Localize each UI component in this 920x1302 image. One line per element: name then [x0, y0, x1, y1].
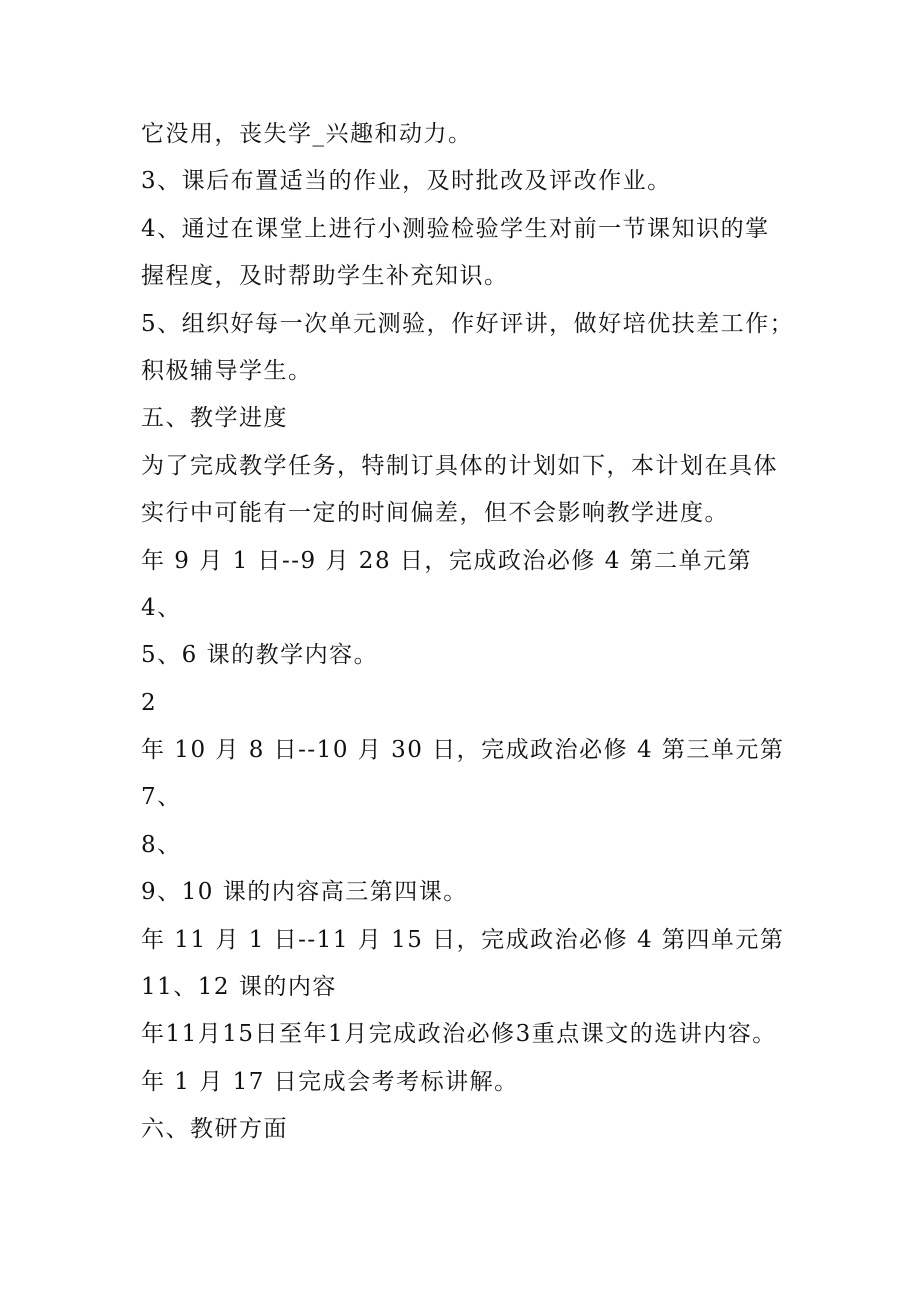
- text-line: 它没用，丧失学_兴趣和动力。: [141, 121, 473, 147]
- schedule-line: 8、: [141, 831, 182, 858]
- schedule-line: 2: [141, 689, 158, 716]
- schedule-line: 年 1 月 17 日完成会考考标讲解。: [141, 1068, 519, 1095]
- schedule-line: 11、12 课的内容: [141, 974, 337, 1001]
- paragraph-line: 为了完成教学任务，特制订具体的计划如下，本计划在具体: [141, 452, 778, 479]
- list-item-3: 3、课后布置适当的作业，及时批改及评改作业。: [141, 168, 672, 195]
- schedule-line: 9、10 课的内容高三第四课。: [141, 879, 468, 906]
- text-line: 积极辅导学生。: [141, 357, 313, 384]
- schedule-line: 5、6 课的教学内容。: [141, 642, 379, 669]
- list-item-4: 4、通过在课堂上进行小测验检验学生对前一节课知识的掌: [141, 215, 770, 242]
- paragraph-line: 实行中可能有一定的时间偏差，但不会影响教学进度。: [141, 500, 729, 527]
- schedule-line: 7、: [141, 784, 182, 811]
- schedule-line: 年 9 月 1 日--9 月 28 日，完成政治必修 4 第二单元第: [141, 547, 753, 574]
- schedule-line: 年 10 月 8 日--10 月 30 日，完成政治必修 4 第三单元第: [141, 737, 785, 764]
- schedule-line: 年11月15日至年1月完成政治必修3重点课文的选讲内容。: [141, 1021, 777, 1048]
- schedule-line: 4、: [141, 594, 182, 621]
- section-heading: 五、教学进度: [141, 405, 288, 432]
- schedule-line: 年 11 月 1 日--11 月 15 日，完成政治必修 4 第四单元第: [141, 926, 785, 953]
- document-body: [141, 111, 801, 1154]
- list-item-5: 5、组织好每一次单元测验，作好评讲，做好培优扶差工作；: [141, 310, 795, 337]
- text-line: 握程度，及时帮助学生补充知识。: [141, 263, 509, 290]
- section-heading: 六、教研方面: [141, 1116, 288, 1143]
